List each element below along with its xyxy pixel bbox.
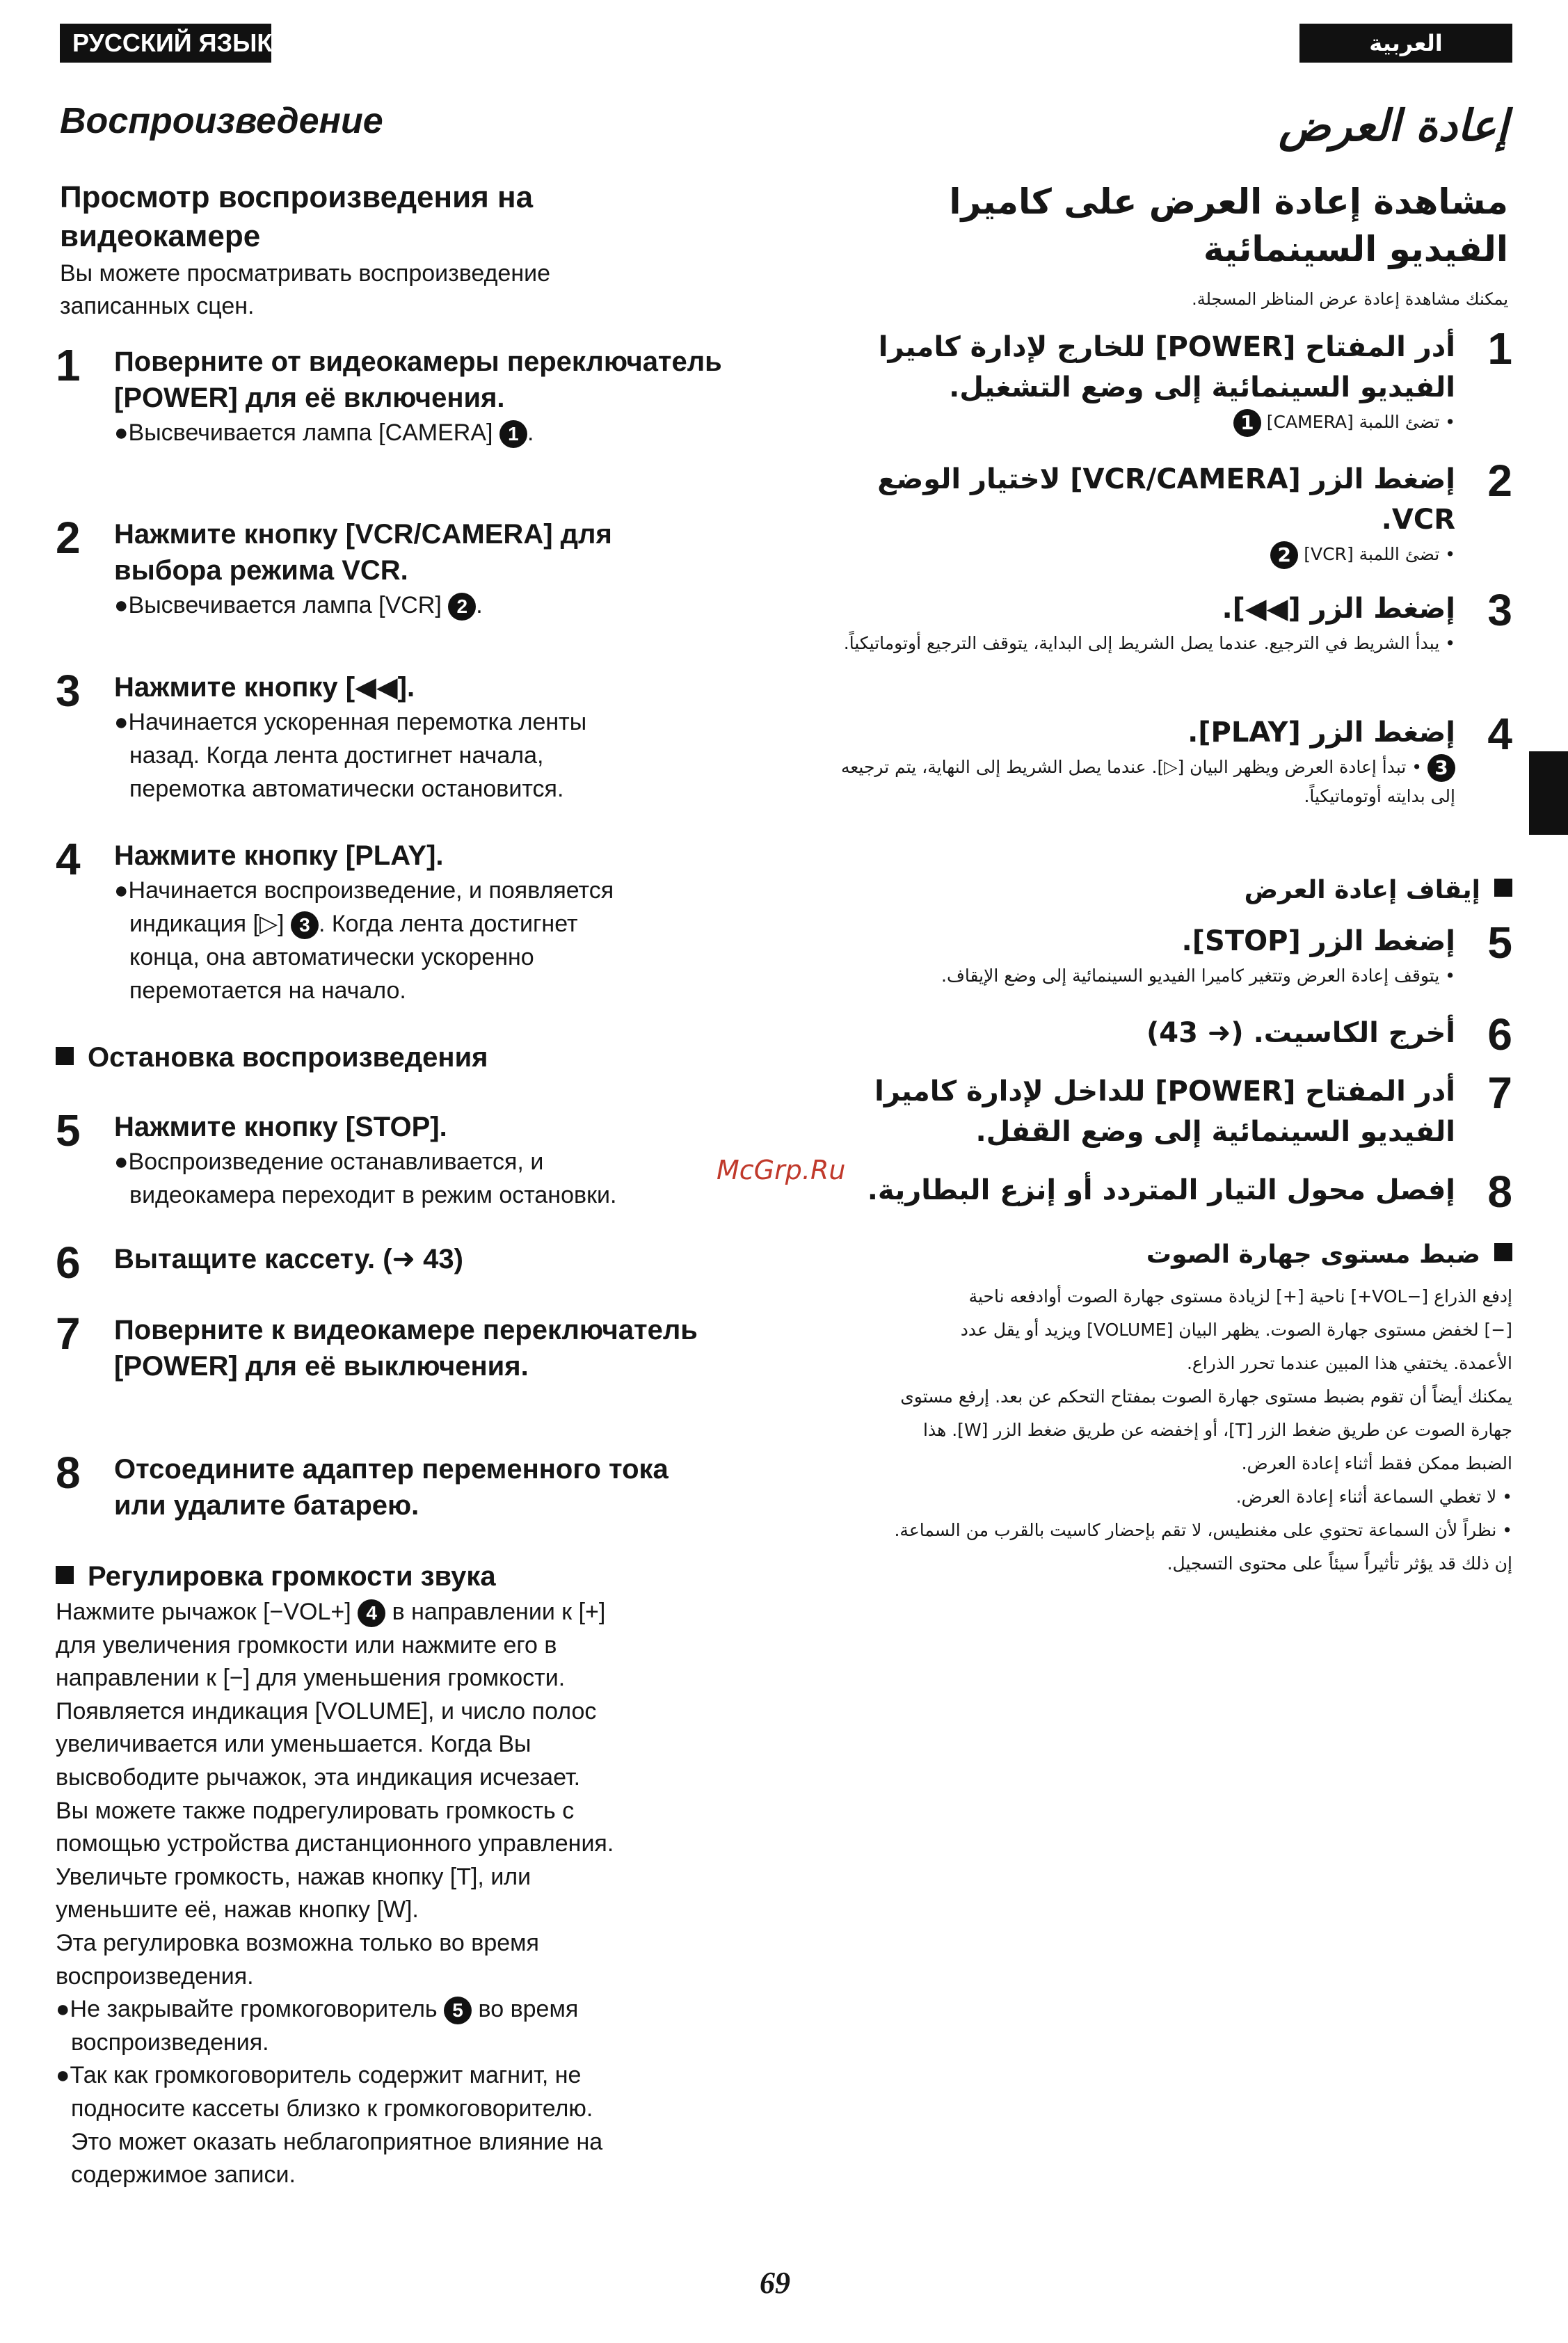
note-text: • تضئ اللمبة [VCR] (1304, 544, 1455, 564)
body-text: в направлении к [+] (385, 1599, 606, 1625)
step-number: 4 (56, 834, 81, 884)
note-text: ●Высвечивается лампа [CAMERA] (114, 419, 493, 446)
ru-intro-text: Вы можете просматривать воспроизведение записанных сцен. (60, 260, 551, 319)
step-note: • يبدأ الشريط في الترجيع. عندما يصل الشريط إلى البداية، يتوقف الترجيع أوتوماتيكياً. (843, 633, 1455, 653)
step-number: 4 (1487, 709, 1512, 759)
step-note (817, 408, 1455, 437)
note-end: . (527, 419, 534, 446)
note-end: . (476, 592, 483, 618)
ru-page-title: Воспроизведение (60, 101, 383, 141)
callout-1-icon: 1 (1233, 409, 1261, 437)
body-line: Эта регулировка возможна только во время (56, 1929, 539, 1956)
step-heading: Отсоедините адаптер переменного тока или удалите батарею. (114, 1454, 669, 1521)
step-number: 3 (1487, 585, 1512, 635)
body-line: إن ذلك قد يؤثر تأثيراً سيئاً على محتوى التسجيل. (1167, 1553, 1512, 1574)
note-line: видеокамера переходит в режим остановки. (129, 1182, 617, 1208)
square-bullet-icon (56, 1047, 74, 1065)
section-label: إيقاف إعادة العرض (1244, 876, 1480, 904)
body-line: [−] لخفض مستوى جهارة الصوت. يظهر البيان [VOLUME] ويزيد أو يقل عدد (960, 1320, 1512, 1340)
ru-volume-section-heading (56, 1558, 496, 1594)
ar-step-7 (817, 1068, 1512, 1152)
ar-step-1 (817, 323, 1512, 437)
ar-section-subtitle: مشاهدة إعادة العرض على كاميرا الفيديو السينمائية (949, 182, 1508, 269)
square-bullet-icon (1494, 1243, 1512, 1261)
step-heading: إضغط الزر [VCR/CAMERA] لاختيار الوضع VCR. (877, 463, 1455, 536)
step-number: 2 (56, 513, 81, 563)
ar-step-5 (817, 918, 1512, 991)
ar-intro-text: يمكنك مشاهدة إعادة عرض المناظر المسجلة. (1192, 289, 1508, 309)
body-text: во время (472, 1996, 579, 2023)
note-line: конца, она автоматически ускоренно (129, 944, 534, 970)
step-number: 1 (56, 340, 81, 390)
step-heading: إفصل محول التيار المتردد أو إنزع البطارية. (867, 1174, 1455, 1206)
section-label: Остановка воспроизведения (88, 1042, 488, 1073)
ar-page-title: إعادة العرض (1279, 100, 1508, 151)
body-line: направлении к [−] для уменьшения громкости. (56, 1665, 566, 1692)
step-heading: أدر المفتاح [POWER] للخارج لإدارة كاميرا الفيديو السينمائية إلى وضع التشغيل. (878, 331, 1455, 403)
ru-step-7 (56, 1309, 723, 1384)
note-line: ●Начинается воспроизведение, и появляется (114, 877, 614, 904)
body-line: Появляется индикация [VOLUME], и число полос (56, 1697, 597, 1725)
body-line: воспроизведения. (71, 2029, 269, 2056)
ru-step-2 (56, 513, 723, 622)
square-bullet-icon (1494, 879, 1512, 897)
body-line: воспроизведения. (56, 1962, 254, 1990)
callout-4-icon: 4 (358, 1599, 385, 1627)
body-line (56, 1596, 723, 1629)
step-number: 6 (56, 1238, 81, 1288)
step-heading: Поверните к видеокамере переключатель [POWER] для её выключения. (114, 1315, 698, 1382)
ar-volume-body (831, 1280, 1512, 1581)
ar-volume-section-heading (1146, 1237, 1512, 1273)
ru-volume-body (56, 1596, 723, 2192)
step-heading: إضغط الزر [PLAY]. (1187, 717, 1455, 749)
ru-step-1 (56, 340, 723, 449)
ar-step-8 (817, 1167, 1512, 1217)
step-number: 8 (1487, 1167, 1512, 1217)
body-line: • لا تغطي السماعة أثناء إعادة العرض. (1235, 1487, 1512, 1507)
note-line (114, 907, 723, 941)
step-heading: أخرج الكاسيت. (➜ 43) (1146, 1017, 1455, 1049)
body-line: подносите кассеты близко к громкоговорителю. (71, 2095, 593, 2122)
section-edge-tab (1529, 751, 1568, 835)
body-text: ●Не закрывайте громкоговоритель (56, 1996, 438, 2023)
body-line (56, 1993, 723, 2026)
ru-stop-section-heading (56, 1039, 488, 1075)
square-bullet-icon (56, 1566, 74, 1584)
note-text: . Когда лента достигнет (318, 911, 578, 937)
step-note (114, 589, 723, 622)
note-line: ●Воспроизведение останавливается, и (114, 1149, 544, 1175)
note-text: • تبدأ إعادة العرض ويظهر البيان [▷]. عندما يصل الشريط إلى النهاية، يتم ترجيعه إلى بدايته أوتوماتيكياً. (840, 757, 1455, 806)
step-number: 5 (56, 1105, 81, 1155)
step-heading: أدر المفتاح [POWER] للداخل لإدارة كاميرا الفيديو السينمائية إلى وضع القفل. (874, 1075, 1455, 1148)
ar-step-4 (817, 709, 1512, 811)
watermark-text: McGrp.Ru (717, 1155, 846, 1185)
body-line: Увеличьте громкость, нажав кнопку [T], или (56, 1863, 531, 1890)
section-label: Регулировка громкости звука (88, 1561, 496, 1592)
step-heading: Нажмите кнопку [VCR/CAMERA] для выбора режима VCR. (114, 519, 612, 586)
body-line: إدفع الذراع [−VOL+] ناحية [+] لزيادة مستوى جهارة الصوت أوادفعه ناحية (968, 1286, 1512, 1306)
body-line: уменьшите её, нажав кнопку [W]. (56, 1896, 419, 1924)
ru-section-subtitle: Просмотр воспроизведения на видеокамере (60, 180, 534, 253)
note-text: индикация [▷] (129, 911, 285, 937)
step-note (817, 753, 1455, 811)
step-heading: إضغط الزر [STOP]. (1181, 925, 1455, 957)
page-number: 69 (760, 2266, 790, 2300)
ru-step-5 (56, 1105, 723, 1212)
body-line: الأعمدة. يختفي هذا المبين عندما تحرر الذراع. (1186, 1353, 1512, 1373)
body-line: Это может оказать неблагоприятное влияние на (71, 2128, 603, 2155)
note-line: назад. Когда лента достигнет начала, (129, 742, 544, 769)
body-line: высвободите рычажок, эта индикация исчезает. (56, 1764, 581, 1791)
note-text: • تضئ اللمبة [CAMERA] (1266, 412, 1455, 432)
step-heading: Нажмите кнопку [STOP]. (114, 1112, 447, 1142)
callout-2-icon: 2 (448, 593, 476, 621)
note-line: перемотается на начало. (129, 977, 406, 1004)
ru-step-3 (56, 666, 723, 806)
note-line: ●Начинается ускоренная перемотка ленты (114, 709, 587, 735)
step-number: 6 (1487, 1009, 1512, 1059)
step-heading: Вытащите кассету. (➜ 43) (114, 1244, 463, 1274)
step-number: 7 (1487, 1068, 1512, 1118)
step-number: 2 (1487, 456, 1512, 506)
step-note (114, 416, 723, 449)
body-line: يمكنك أيضاً أن تقوم بضبط مستوى جهارة الصوت بمفتاح التحكم عن بعد. إرفع مستوى (900, 1386, 1512, 1407)
language-tag-arabic: العربية (1299, 24, 1512, 63)
language-tag-russian: РУССКИЙ ЯЗЫК (60, 24, 271, 63)
body-line: الضبط ممكن فقط أثناء إعادة العرض. (1241, 1453, 1512, 1473)
note-text: ●Высвечивается лампа [VCR] (114, 592, 442, 618)
step-note: • يتوقف إعادة العرض وتتغير كاميرا الفيديو السينمائية إلى وضع الإيقاف. (941, 966, 1455, 986)
ar-stop-section-heading (1245, 872, 1512, 909)
step-heading: Нажмите кнопку [◀◀]. (114, 672, 415, 703)
body-text: Нажмите рычажок [−VOL+] (56, 1599, 351, 1625)
step-number: 7 (56, 1309, 81, 1359)
callout-3-icon: 3 (1427, 754, 1455, 782)
step-number: 3 (56, 666, 81, 716)
section-label: ضبط مستوى جهارة الصوت (1146, 1240, 1480, 1269)
body-line: увеличивается или уменьшается. Когда Вы (56, 1731, 531, 1758)
callout-2-icon: 2 (1270, 541, 1298, 569)
body-line: Вы можете также подрегулировать громкость с (56, 1797, 575, 1824)
callout-5-icon: 5 (444, 1997, 472, 2024)
body-line: ●Так как громкоговоритель содержит магнит, не (56, 2062, 582, 2089)
step-number: 5 (1487, 918, 1512, 968)
step-note (114, 705, 723, 806)
body-line: помощью устройства дистанционного управления. (56, 1830, 614, 1857)
step-note (114, 874, 723, 1007)
callout-3-icon: 3 (291, 911, 319, 939)
step-heading: إضغط الزر [◀◀]. (1222, 593, 1455, 625)
callout-1-icon: 1 (499, 420, 527, 448)
step-heading: Нажмите кнопку [PLAY]. (114, 840, 444, 871)
body-line: جهارة الصوت عن طريق ضغط الزر [T]، أو إخفضه عن طريق ضغط الزر [W]. هذا (923, 1420, 1512, 1440)
ru-step-8 (56, 1448, 723, 1524)
ar-step-3 (817, 585, 1512, 658)
step-number: 1 (1487, 323, 1512, 374)
step-heading: Поверните от видеокамеры переключатель [POWER] для её включения. (114, 346, 722, 413)
ru-step-6 (56, 1238, 723, 1288)
note-line: перемотка автоматически остановится. (129, 776, 564, 802)
step-note (114, 1145, 723, 1212)
body-line: • نظراً لأن السماعة تحتوي على مغنطيس، لا تقم بإحضار كاسيت بالقرب من السماعة. (894, 1520, 1512, 1540)
body-line: для увеличения громкости или нажмите его в (56, 1631, 557, 1658)
ru-step-4 (56, 834, 723, 1007)
step-note (817, 540, 1455, 569)
body-line: содержимое записи. (71, 2161, 296, 2189)
ar-step-6 (817, 1009, 1512, 1059)
ar-step-2 (817, 456, 1512, 569)
step-number: 8 (56, 1448, 81, 1498)
